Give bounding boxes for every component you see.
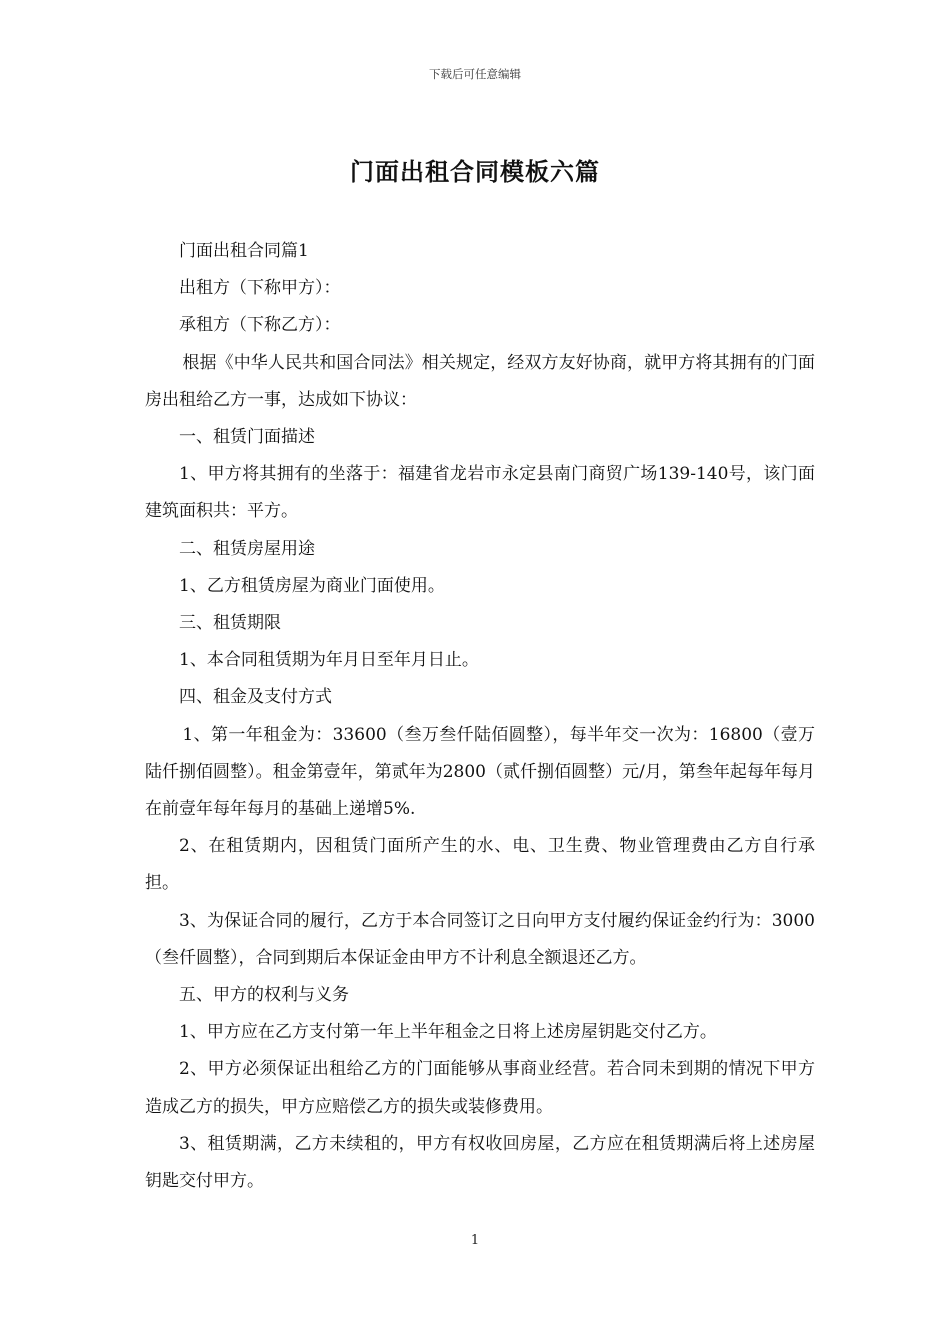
clause-4-item-2: 2、在租赁期内，因租赁门面所产生的水、电、卫生费、物业管理费由乙方自行承担。 [145, 836, 815, 894]
page-header-note: 下载后可任意编辑 [429, 67, 521, 81]
clause-5-item-2: 2、甲方必须保证出租给乙方的门面能够从事商业经营。若合同未到期的情况下甲方造成乙方的损失，甲方应赔偿乙方的损失或装修费用。 [145, 1059, 815, 1117]
clause-heading-3: 三、租赁期限 [179, 613, 281, 634]
clause-2-item-1: 1、乙方租赁房屋为商业门面使用。 [179, 575, 445, 596]
clause-heading-2: 二、租赁房屋用途 [179, 538, 315, 559]
clause-5-item-1: 1、甲方应在乙方支付第一年上半年租金之日将上述房屋钥匙交付乙方。 [179, 1022, 717, 1043]
section-heading-part-1: 门面出租合同篇1 [179, 241, 309, 261]
clause-heading-1: 一、租赁门面描述 [179, 427, 315, 448]
clause-1-item-1: 1、甲方将其拥有的坐落于：福建省龙岩市永定县南门商贸广场139-140号，该门面建筑面积共：平方。 [145, 464, 815, 522]
document-title: 门面出租合同模板六篇 [350, 157, 600, 186]
clause-3-item-1: 1、本合同租赁期为年月日至年月日止。 [179, 650, 479, 671]
lessee-line: 承租方（下称乙方）： [179, 315, 341, 336]
clause-5-item-3: 3、租赁期满，乙方未续租的，甲方有权收回房屋，乙方应在租赁期满后将上述房屋钥匙交付甲方。 [145, 1133, 815, 1192]
clause-heading-5: 五、甲方的权利与义务 [179, 985, 349, 1006]
lessor-line: 出租方（下称甲方）： [179, 278, 341, 299]
clause-heading-4: 四、租金及支付方式 [179, 687, 332, 708]
clause-4-item-1: 1、第一年租金为：33600（叁万叁仟陆佰圆整），每半年交一次为：16800（壹万陆仟捌佰圆整）。租金第壹年，第贰年为2800（贰仟捌佰圆整）元/月，第叁年起每年每月在前壹年每年每月的基础上递增5%. [145, 724, 815, 820]
page-number: 1 [470, 1233, 480, 1248]
document-body [145, 233, 815, 1200]
preamble-paragraph: 根据《中华人民共和国合同法》相关规定，经双方友好协商，就甲方将其拥有的门面房出租给乙方一事，达成如下协议： [145, 352, 815, 410]
clause-4-item-3: 3、为保证合同的履行，乙方于本合同签订之日向甲方支付履约保证金约行为：3000（叁仟圆整），合同到期后本保证金由甲方不计利息全额退还乙方。 [145, 910, 815, 968]
